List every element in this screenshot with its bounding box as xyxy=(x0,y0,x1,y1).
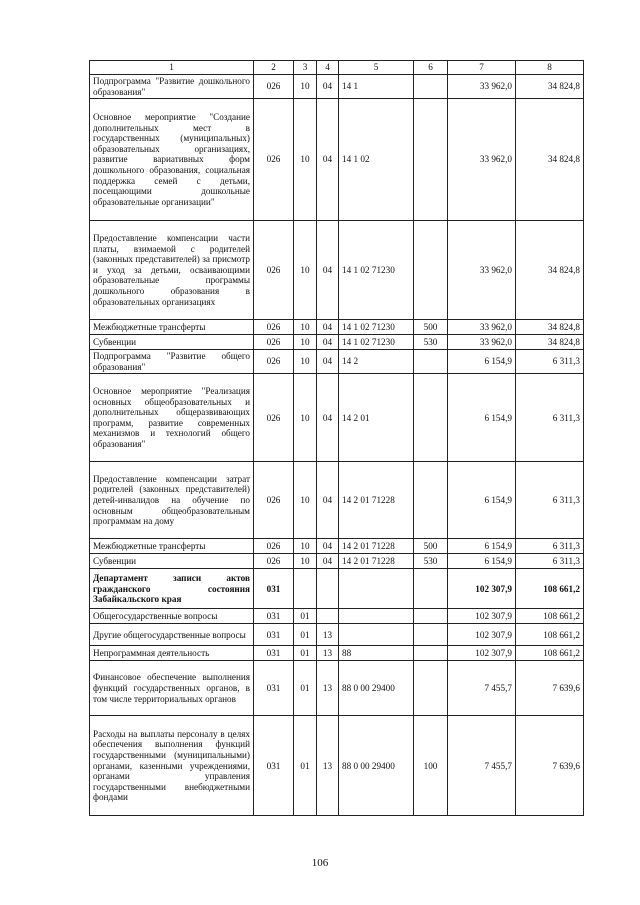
row-amount-col7: 102 307,9 xyxy=(448,624,516,646)
row-target-article: 88 xyxy=(339,646,414,661)
row-section xyxy=(294,569,317,609)
table-row xyxy=(90,335,584,350)
row-amount-col8: 34 824,8 xyxy=(516,335,584,350)
row-amount-col7: 33 962,0 xyxy=(448,320,516,335)
row-amount-col7: 102 307,9 xyxy=(448,646,516,661)
row-target-article: 14 1 xyxy=(339,75,414,99)
row-amount-col8: 6 311,3 xyxy=(516,554,584,569)
table-row xyxy=(90,646,584,661)
row-code: 026 xyxy=(254,554,294,569)
row-subsection xyxy=(317,569,339,609)
row-amount-col8: 7 639,6 xyxy=(516,661,584,716)
row-expense-type xyxy=(414,646,448,661)
row-amount-col8: 6 311,3 xyxy=(516,350,584,374)
page-number: 106 xyxy=(311,857,329,869)
row-subsection: 04 xyxy=(317,554,339,569)
row-target-article: 14 1 02 71230 xyxy=(339,221,414,320)
row-amount-col8: 6 311,3 xyxy=(516,462,584,539)
row-subsection: 04 xyxy=(317,320,339,335)
row-amount-col7: 6 154,9 xyxy=(448,554,516,569)
header-cell: 3 xyxy=(294,61,317,75)
row-name: Предоставление компенсации части платы, взимаемой с родителей (законных представителей) за присмотр и уход за детьми, осваивающими образовательные программы дошкольного образования в образовательных организациях xyxy=(90,221,254,320)
row-code: 026 xyxy=(254,221,294,320)
row-name: Непрограммная деятельность xyxy=(90,646,254,661)
row-amount-col7: 33 962,0 xyxy=(448,75,516,99)
table-row xyxy=(90,221,584,320)
row-target-article: 14 2 01 xyxy=(339,374,414,462)
row-expense-type: 100 xyxy=(414,716,448,816)
row-amount-col8: 34 824,8 xyxy=(516,320,584,335)
header-cell: 1 xyxy=(90,61,254,75)
row-amount-col8: 34 824,8 xyxy=(516,221,584,320)
row-code: 026 xyxy=(254,335,294,350)
row-target-article: 14 1 02 xyxy=(339,99,414,221)
row-target-article: 14 1 02 71230 xyxy=(339,335,414,350)
row-expense-type xyxy=(414,609,448,624)
row-code: 026 xyxy=(254,75,294,99)
row-section: 10 xyxy=(294,75,317,99)
header-cell: 6 xyxy=(414,61,448,75)
row-name: Подпрограмма "Развитие общего образования" xyxy=(90,350,254,374)
row-expense-type xyxy=(414,661,448,716)
row-target-article: 14 2 xyxy=(339,350,414,374)
row-amount-col7: 7 455,7 xyxy=(448,661,516,716)
table-row xyxy=(90,374,584,462)
row-expense-type: 530 xyxy=(414,554,448,569)
row-section: 10 xyxy=(294,462,317,539)
row-section: 10 xyxy=(294,320,317,335)
row-section: 01 xyxy=(294,661,317,716)
header-cell: 4 xyxy=(317,61,339,75)
row-expense-type: 500 xyxy=(414,539,448,554)
row-expense-type: 500 xyxy=(414,320,448,335)
header-cell: 2 xyxy=(254,61,294,75)
row-code: 031 xyxy=(254,646,294,661)
table-row xyxy=(90,320,584,335)
row-amount-col8: 34 824,8 xyxy=(516,99,584,221)
row-expense-type xyxy=(414,569,448,609)
row-subsection: 04 xyxy=(317,99,339,221)
row-code: 031 xyxy=(254,609,294,624)
row-section: 10 xyxy=(294,99,317,221)
row-name: Департамент записи актов гражданского состояния Забайкальского края xyxy=(90,569,254,609)
row-name: Субвенции xyxy=(90,554,254,569)
row-code: 026 xyxy=(254,350,294,374)
header-cell: 8 xyxy=(516,61,584,75)
row-name: Основное мероприятие "Создание дополнительных мест в государственных (муниципальных) образовательных организациях, развитие вариативных форм дошкольного образования, социальная поддержка семей с детьми, посещающими дошкольные образовательные организации" xyxy=(90,99,254,221)
row-expense-type xyxy=(414,374,448,462)
row-name: Расходы на выплаты персоналу в целях обеспечения выполнения функций государственными (муниципальными) органами, казенными учреждениями, органами управления государственными внебюджетными фондами xyxy=(90,716,254,816)
row-section: 10 xyxy=(294,335,317,350)
row-name: Предоставление компенсации затрат родителей (законных представителей) детей-инвалидов на обучение по основным общеобразовательным программам на дому xyxy=(90,462,254,539)
row-amount-col7: 33 962,0 xyxy=(448,99,516,221)
row-subsection xyxy=(317,609,339,624)
row-target-article: 14 2 01 71228 xyxy=(339,539,414,554)
budget-table xyxy=(89,60,584,816)
table-row xyxy=(90,716,584,816)
row-expense-type: 530 xyxy=(414,335,448,350)
row-subsection: 13 xyxy=(317,716,339,816)
row-expense-type xyxy=(414,99,448,221)
row-amount-col7: 102 307,9 xyxy=(448,569,516,609)
row-subsection: 04 xyxy=(317,221,339,320)
row-subsection: 13 xyxy=(317,624,339,646)
table-row xyxy=(90,462,584,539)
table-row xyxy=(90,624,584,646)
row-section: 10 xyxy=(294,221,317,320)
row-subsection: 13 xyxy=(317,646,339,661)
row-amount-col7: 6 154,9 xyxy=(448,539,516,554)
row-subsection: 04 xyxy=(317,335,339,350)
row-amount-col8: 108 661,2 xyxy=(516,646,584,661)
row-name: Межбюджетные трансферты xyxy=(90,539,254,554)
row-code: 026 xyxy=(254,99,294,221)
table-row xyxy=(90,99,584,221)
row-code: 026 xyxy=(254,320,294,335)
row-section: 01 xyxy=(294,646,317,661)
table-header-row xyxy=(90,61,584,75)
row-name: Общегосударственные вопросы xyxy=(90,609,254,624)
row-subsection: 04 xyxy=(317,350,339,374)
header-cell: 5 xyxy=(339,61,414,75)
row-amount-col8: 34 824,8 xyxy=(516,75,584,99)
row-expense-type xyxy=(414,624,448,646)
row-amount-col8: 108 661,2 xyxy=(516,569,584,609)
row-subsection: 04 xyxy=(317,374,339,462)
table-row xyxy=(90,75,584,99)
table-row xyxy=(90,661,584,716)
row-section: 01 xyxy=(294,716,317,816)
table-row xyxy=(90,539,584,554)
row-section: 01 xyxy=(294,624,317,646)
table-row xyxy=(90,609,584,624)
row-target-article: 88 0 00 29400 xyxy=(339,661,414,716)
row-name: Другие общегосударственные вопросы xyxy=(90,624,254,646)
row-name: Основное мероприятие "Реализация основных общеобразовательных и дополнительных общеразвивающих программ, развитие современных механизмов и технологий общего образования" xyxy=(90,374,254,462)
row-section: 10 xyxy=(294,350,317,374)
row-amount-col8: 108 661,2 xyxy=(516,609,584,624)
header-cell: 7 xyxy=(448,61,516,75)
row-target-article: 14 1 02 71230 xyxy=(339,320,414,335)
row-amount-col7: 33 962,0 xyxy=(448,335,516,350)
row-name: Межбюджетные трансферты xyxy=(90,320,254,335)
row-code: 026 xyxy=(254,374,294,462)
row-amount-col7: 6 154,9 xyxy=(448,374,516,462)
row-target-article xyxy=(339,624,414,646)
row-target-article xyxy=(339,569,414,609)
row-amount-col7: 33 962,0 xyxy=(448,221,516,320)
row-amount-col7: 102 307,9 xyxy=(448,609,516,624)
row-subsection: 13 xyxy=(317,661,339,716)
row-target-article xyxy=(339,609,414,624)
row-code: 031 xyxy=(254,624,294,646)
row-section: 10 xyxy=(294,539,317,554)
row-amount-col7: 7 455,7 xyxy=(448,716,516,816)
row-amount-col8: 6 311,3 xyxy=(516,374,584,462)
row-name: Финансовое обеспечение выполнения функций государственных органов, в том числе территориальных органов xyxy=(90,661,254,716)
row-subsection: 04 xyxy=(317,75,339,99)
row-subsection: 04 xyxy=(317,539,339,554)
row-expense-type xyxy=(414,350,448,374)
row-code: 031 xyxy=(254,716,294,816)
row-target-article: 88 0 00 29400 xyxy=(339,716,414,816)
row-expense-type xyxy=(414,75,448,99)
row-code: 026 xyxy=(254,539,294,554)
table-row xyxy=(90,554,584,569)
row-section: 10 xyxy=(294,554,317,569)
row-target-article: 14 2 01 71228 xyxy=(339,462,414,539)
row-target-article: 14 2 01 71228 xyxy=(339,554,414,569)
row-amount-col8: 108 661,2 xyxy=(516,624,584,646)
row-amount-col8: 7 639,6 xyxy=(516,716,584,816)
row-code: 031 xyxy=(254,661,294,716)
row-amount-col8: 6 311,3 xyxy=(516,539,584,554)
row-subsection: 04 xyxy=(317,462,339,539)
row-code: 026 xyxy=(254,462,294,539)
table-row xyxy=(90,350,584,374)
row-section: 10 xyxy=(294,374,317,462)
row-amount-col7: 6 154,9 xyxy=(448,462,516,539)
row-section: 01 xyxy=(294,609,317,624)
row-name: Субвенции xyxy=(90,335,254,350)
row-name: Подпрограмма "Развитие дошкольного образования" xyxy=(90,75,254,99)
row-expense-type xyxy=(414,221,448,320)
table-row xyxy=(90,569,584,609)
row-expense-type xyxy=(414,462,448,539)
row-code: 031 xyxy=(254,569,294,609)
row-amount-col7: 6 154,9 xyxy=(448,350,516,374)
